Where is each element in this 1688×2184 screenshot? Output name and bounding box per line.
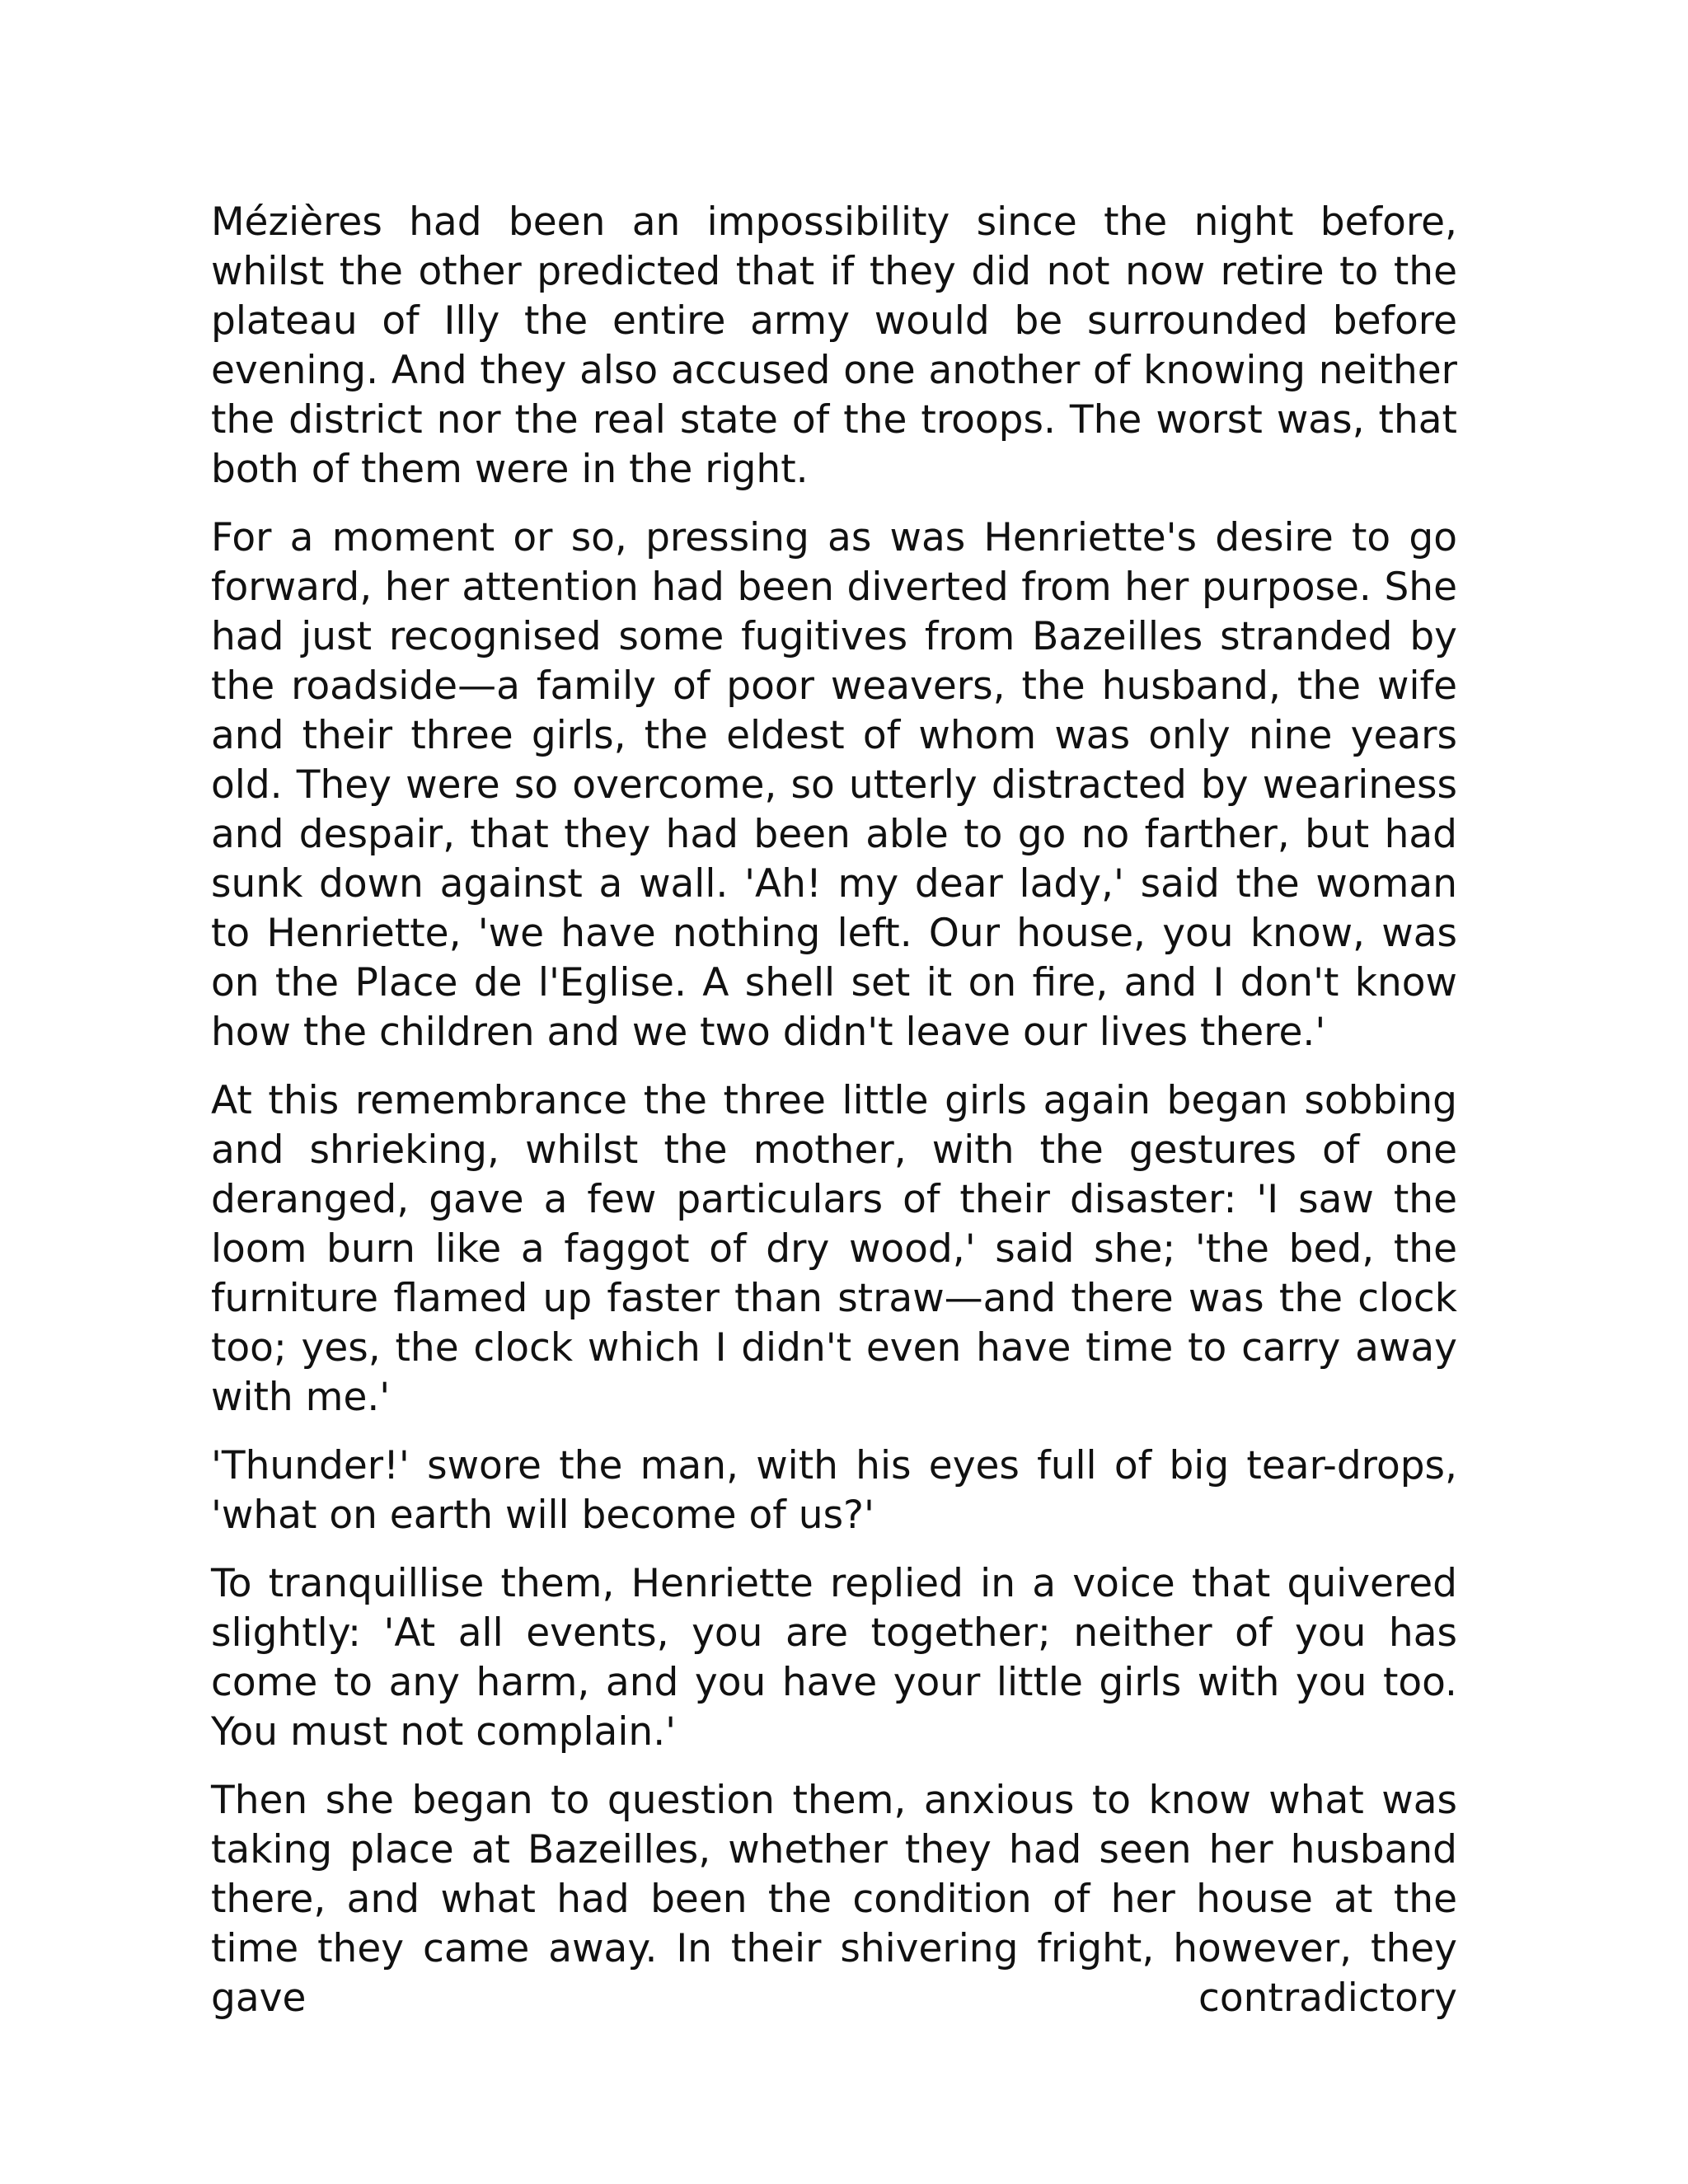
paragraph: For a moment or so, pressing as was Henriette's desire to go forward, her attention had been diverted from her purpose. She had just recognised some fugitives from Bazeilles stranded by the roadside—a family of poor weavers, the husband, the wife and their three girls, the eldest of whom was only nine years old. They were so overcome, so utterly distracted by weariness and despair, that they had been able to go no farther, but had sunk down against a wall. 'Ah! my dear lady,' said the woman to Henriette, 'we have nothing left. Our house, you know, was on the Place de l'Eglise. A shell set it on fire, and I don't know how the children and we two didn't leave our lives there.' [211,515,1457,1055]
paragraph: At this remembrance the three little girls again began sobbing and shrieking, whilst the mother, with the gestures of one deranged, gave a few particulars of their disaster: 'I saw the loom burn like a faggot of dry wood,' said she; 'the bed, the furniture flamed up faster than straw—and there was the clock too; yes, the clock which I didn't even have time to carry away with me.' [211,1078,1457,1420]
body-text [211,198,1457,2042]
paragraph: Mézières had been an impossibility since the night before, whilst the other predicted that if they did not now retire to the plateau of Illy the entire army would be surrounded before evening. And they also accused one another of knowing neither the district nor the real state of the troops. The worst was, that both of them were in the right. [211,199,1457,492]
paragraph: Then she began to question them, anxious to know what was taking place at Bazeilles, whether they had seen her husband there, and what had been the condition of her house at the time they came away. In their shivering fright, however, they gave contradictory [211,1778,1457,2021]
paragraph: 'Thunder!' swore the man, with his eyes full of big tear-drops, 'what on earth will become of us?' [211,1443,1457,1538]
paragraph: To tranquillise them, Henriette replied in a voice that quivered slightly: 'At all events, you are together; neither of you has come to any harm, and you have your little girls with you too. You must not complain.' [211,1561,1457,1755]
